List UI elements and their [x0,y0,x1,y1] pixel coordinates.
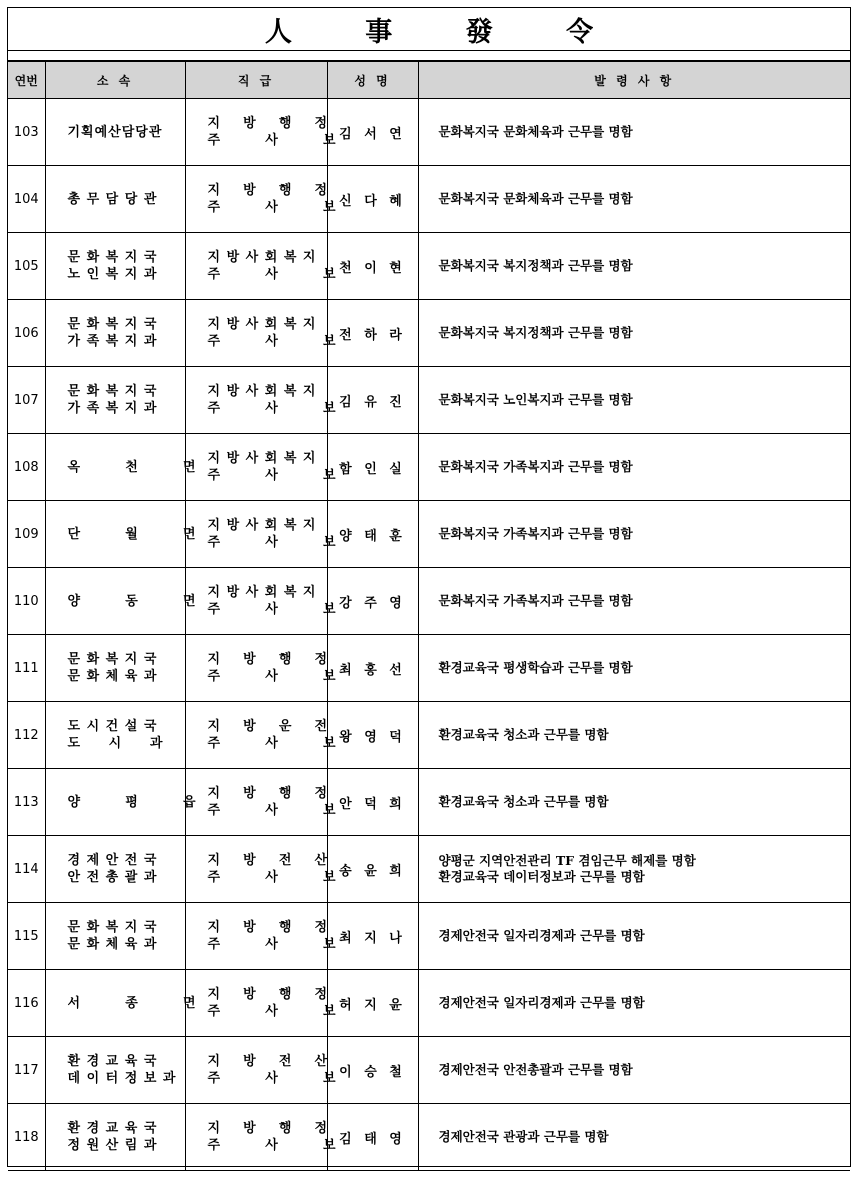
order-cell [418,970,850,1037]
person-name: 신 다 혜 [327,166,418,233]
rank-cell [185,1037,337,1104]
row-number: 106 [8,300,45,367]
order-line: 환경교육국 평생학습과 근무를 명함 [438,660,633,675]
rank-line: 주 사 보 [207,937,337,952]
department-cell [45,1037,185,1104]
department-line: 경 제 안 전 국 [67,853,158,868]
person-name: 함 인 실 [327,434,418,501]
department-line: 도 시 건 설 국 [67,719,158,734]
order-line: 경제안전국 일자리경제과 근무를 명함 [438,995,645,1010]
rank-cell [185,836,337,903]
department-cell [45,233,185,300]
row-number: 112 [8,702,45,769]
order-line: 문화복지국 복지정책과 근무를 명함 [438,325,633,340]
document-title: 人 事 發 令 [264,16,626,48]
department-line: 기획예산담당관 [67,124,163,140]
department-line: 가 족 복 지 과 [67,401,158,416]
person-name: 안 덕 희 [327,769,418,836]
order-line: 문화복지국 문화체육과 근무를 명함 [438,124,633,139]
row-number: 110 [8,568,45,635]
table-row [8,367,850,434]
table-row [8,635,850,702]
order-cell [418,836,850,903]
order-cell [418,233,850,300]
rank-line: 주 사 보 [207,535,337,550]
department-cell [45,635,185,702]
rank-line: 지 방 행 정 [207,1121,329,1136]
table-row [8,233,850,300]
table-row [8,970,850,1037]
order-line: 문화복지국 가족복지과 근무를 명함 [438,459,633,474]
person-name: 이 승 철 [327,1037,418,1104]
department-line: 양 평 읍 [67,794,197,810]
department-line: 서 종 면 [67,995,197,1011]
person-name: 양 태 훈 [327,501,418,568]
table-body [8,99,850,1171]
row-number: 111 [8,635,45,702]
row-number: 109 [8,501,45,568]
order-line: 문화복지국 가족복지과 근무를 명함 [438,526,633,541]
personnel-table [8,61,850,1171]
order-line: 문화복지국 복지정책과 근무를 명함 [438,258,633,273]
department-line: 환 경 교 육 국 [67,1121,158,1136]
table-header-row [8,62,850,99]
department-cell [45,434,197,501]
department-line: 양 동 면 [67,593,197,609]
person-name: 송 윤 희 [327,836,418,903]
title-box [8,8,850,51]
rank-line: 지 방 행 정 [207,183,329,198]
department-line: 안 전 총 괄 과 [67,870,158,885]
order-cell [418,166,850,233]
header-name: 성 명 [327,62,418,99]
person-name: 김 유 진 [327,367,418,434]
rank-line: 지 방 행 정 [207,987,329,1002]
row-number: 114 [8,836,45,903]
table-row [8,501,850,568]
row-number: 103 [8,99,45,166]
rank-line: 지 방 사 회 복 지 [207,451,317,466]
order-line: 문화복지국 가족복지과 근무를 명함 [438,593,633,608]
rank-line: 지 방 사 회 복 지 [207,518,317,533]
department-cell [45,501,197,568]
person-name: 왕 영 덕 [327,702,418,769]
rank-line: 지 방 전 산 [207,853,329,868]
row-number: 113 [8,769,45,836]
department-cell [45,970,197,1037]
department-line: 문 화 복 지 국 [67,384,158,399]
department-line: 문 화 체 육 과 [67,937,158,952]
order-cell [418,501,850,568]
rank-line: 주 사 보 [207,133,337,148]
rank-line: 주 사 보 [207,468,337,483]
department-cell [45,702,185,769]
table-row [8,300,850,367]
order-line: 경제안전국 관광과 근무를 명함 [438,1129,609,1144]
rank-line: 주 사 보 [207,803,337,818]
department-line: 정 원 산 림 과 [67,1138,158,1153]
person-name: 천 이 현 [327,233,418,300]
department-line: 단 월 면 [67,526,197,542]
rank-cell [185,367,337,434]
department-line: 문 화 복 지 국 [67,250,158,265]
table-row [8,769,850,836]
department-line: 문 화 복 지 국 [67,317,158,332]
department-line: 옥 천 면 [67,459,197,475]
row-number: 105 [8,233,45,300]
rank-line: 지 방 운 전 [207,719,329,734]
department-line: 환 경 교 육 국 [67,1054,158,1069]
rank-line: 주 사 보 [207,736,337,751]
person-name: 허 지 윤 [327,970,418,1037]
rank-cell [185,702,337,769]
rank-cell [185,233,337,300]
department-cell [45,568,197,635]
rank-cell [185,300,337,367]
order-cell [418,568,850,635]
order-line: 양평군 지역안전관리 TF 겸임근무 해제를 명함 [438,853,696,868]
order-cell [418,1104,850,1171]
department-line: 총 무 담 당 관 [67,191,158,207]
person-name: 강 주 영 [327,568,418,635]
department-line: 가 족 복 지 과 [67,334,158,349]
table-row [8,99,850,166]
order-cell [418,300,850,367]
row-number: 117 [8,1037,45,1104]
person-name: 최 지 나 [327,903,418,970]
header-department: 소 속 [45,62,185,99]
rank-line: 지 방 행 정 [207,786,329,801]
department-cell [45,99,185,166]
person-name: 김 서 연 [327,99,418,166]
department-line: 문 화 복 지 국 [67,652,158,667]
rank-line: 지 방 사 회 복 지 [207,317,317,332]
order-line: 환경교육국 데이터정보과 근무를 명함 [438,869,645,884]
department-cell [45,300,185,367]
department-cell [45,166,185,233]
department-line: 노 인 복 지 과 [67,267,158,282]
department-line: 도 시 과 [67,736,164,751]
table-row [8,702,850,769]
department-cell [45,769,197,836]
order-line: 경제안전국 일자리경제과 근무를 명함 [438,928,645,943]
rank-line: 주 사 보 [207,1138,337,1153]
table-row [8,166,850,233]
rank-cell [185,568,337,635]
rank-cell [185,501,337,568]
document-frame [7,7,851,1167]
order-line: 문화복지국 문화체육과 근무를 명함 [438,191,633,206]
department-cell [45,903,185,970]
header-order: 발 령 사 항 [418,62,850,99]
header-rank: 직 급 [185,62,327,99]
rank-line: 지 방 사 회 복 지 [207,250,317,265]
order-cell [418,702,850,769]
rank-line: 주 사 보 [207,1071,337,1086]
rank-line: 지 방 행 정 [207,652,329,667]
order-cell [418,635,850,702]
rank-line: 주 사 보 [207,870,337,885]
order-line: 환경교육국 청소과 근무를 명함 [438,727,609,742]
department-cell [45,836,185,903]
rank-line: 지 방 행 정 [207,116,329,131]
rank-cell [185,166,337,233]
table-row [8,568,850,635]
department-line: 데 이 터 정 보 과 [67,1071,177,1086]
order-cell [418,903,850,970]
table-row [8,836,850,903]
rank-line: 주 사 보 [207,1004,337,1019]
rank-cell [185,1104,337,1171]
order-line: 환경교육국 청소과 근무를 명함 [438,794,609,809]
rank-line: 주 사 보 [207,669,337,684]
rank-line: 주 사 보 [207,602,337,617]
rank-line: 주 사 보 [207,401,337,416]
rank-cell [185,635,337,702]
department-line: 문 화 복 지 국 [67,920,158,935]
rank-cell [185,434,337,501]
order-cell [418,367,850,434]
rank-line: 주 사 보 [207,200,337,215]
header-number: 연번 [8,62,45,99]
rank-cell [185,99,337,166]
table-row [8,903,850,970]
department-cell [45,1104,185,1171]
rank-line: 지 방 행 정 [207,920,329,935]
table-row [8,1037,850,1104]
order-cell [418,99,850,166]
row-number: 108 [8,434,45,501]
rank-line: 지 방 사 회 복 지 [207,585,317,600]
department-line: 문 화 체 육 과 [67,669,158,684]
rank-cell [185,769,337,836]
title-gap [8,50,850,61]
person-name: 전 하 라 [327,300,418,367]
department-cell [45,367,185,434]
order-line: 문화복지국 노인복지과 근무를 명함 [438,392,633,407]
table-row [8,1104,850,1171]
row-number: 115 [8,903,45,970]
rank-line: 주 사 보 [207,267,337,282]
rank-line: 지 방 사 회 복 지 [207,384,317,399]
order-cell [418,769,850,836]
row-number: 118 [8,1104,45,1171]
order-cell [418,1037,850,1104]
person-name: 김 태 영 [327,1104,418,1171]
row-number: 104 [8,166,45,233]
rank-cell [185,970,337,1037]
table-row [8,434,850,501]
rank-cell [185,903,337,970]
rank-line: 주 사 보 [207,334,337,349]
person-name: 최 홍 선 [327,635,418,702]
row-number: 116 [8,970,45,1037]
rank-line: 지 방 전 산 [207,1054,329,1069]
order-cell [418,434,850,501]
row-number: 107 [8,367,45,434]
order-line: 경제안전국 안전총괄과 근무를 명함 [438,1062,633,1077]
